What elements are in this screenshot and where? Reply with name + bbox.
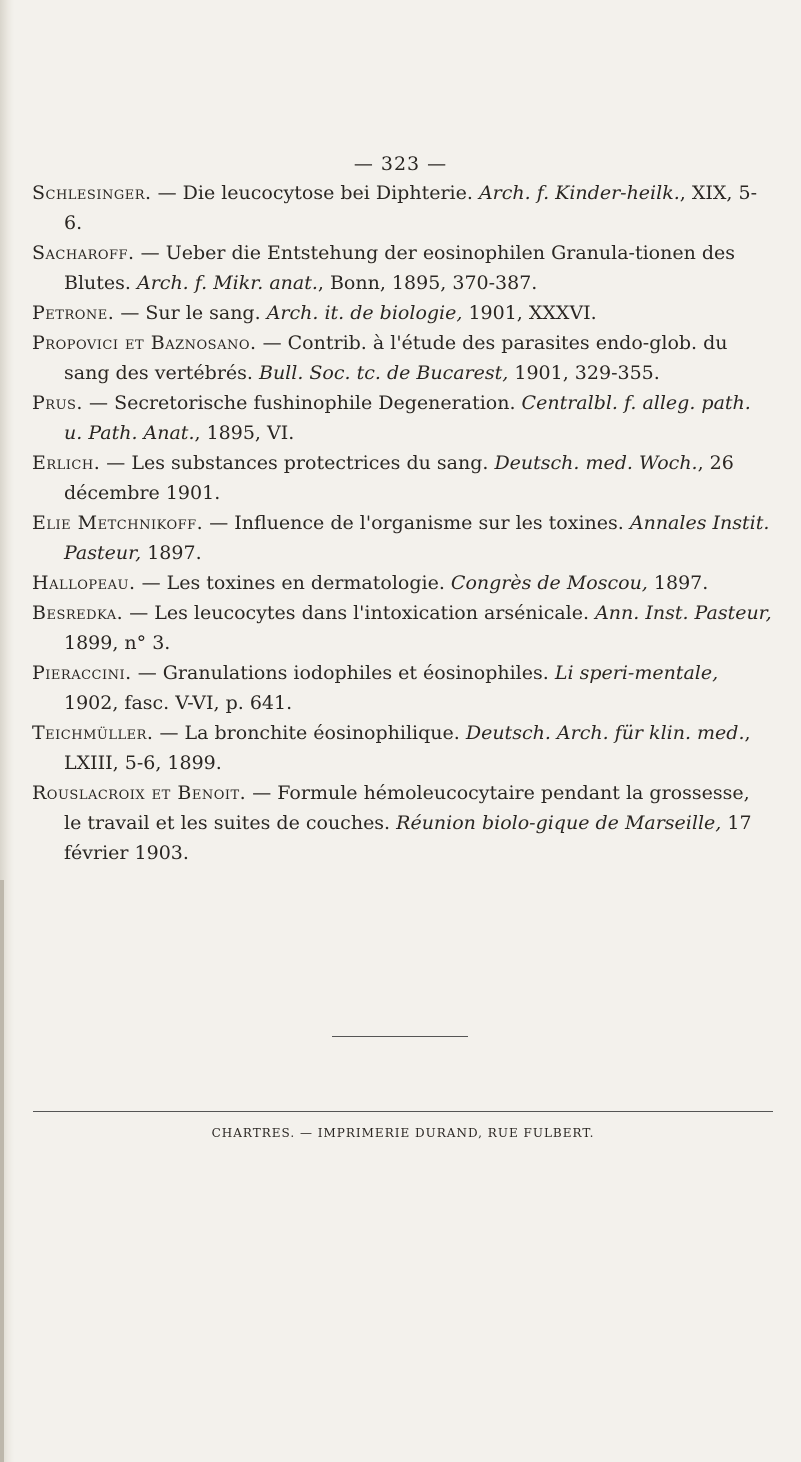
- reference-entry: [32, 448, 772, 508]
- references-list: [32, 178, 772, 868]
- reference-details: , 26 décembre 1901.: [64, 452, 734, 504]
- reference-journal: Bull. Soc. tc. de Bucarest,: [258, 362, 509, 384]
- reference-text: — La bronchite éosinophilique.: [159, 722, 466, 744]
- reference-details: , XIX, 5-6.: [64, 182, 757, 234]
- reference-journal: Annales Instit. Pasteur,: [64, 512, 770, 564]
- reference-author: Propovici et Baznosano.: [32, 332, 257, 354]
- reference-journal: Réunion biolo-gique de Marseille,: [396, 812, 722, 834]
- reference-entry: [32, 298, 772, 328]
- reference-entry: [32, 238, 772, 298]
- reference-journal: Arch. f. Mikr. anat.: [137, 272, 318, 294]
- reference-author: Sacharoff.: [32, 242, 135, 264]
- reference-details: , LXIII, 5-6, 1899.: [64, 722, 751, 774]
- page-edge-dark: [0, 880, 4, 1462]
- reference-journal: Arch. f. Kinder-heilk.: [478, 182, 680, 204]
- reference-details: 1897.: [647, 572, 709, 594]
- reference-entry: [32, 718, 772, 778]
- reference-text: — Les toxines en dermatologie.: [141, 572, 451, 594]
- reference-details: 1901, 329-355.: [508, 362, 660, 384]
- reference-text: — Granulations iodophiles et éosinophiles.: [137, 662, 555, 684]
- reference-text: — Contrib. à l'étude des parasites endo-glob. du sang des vertébrés.: [64, 332, 728, 384]
- reference-details: 1897.: [141, 542, 202, 564]
- reference-text: — Sur le sang.: [120, 302, 267, 324]
- reference-author: Rouslacroix et Benoit.: [32, 782, 247, 804]
- reference-entry: [32, 328, 772, 388]
- reference-author: Pieraccini.: [32, 662, 132, 684]
- reference-text: — Die leucocytose bei Diphterie.: [157, 182, 479, 204]
- reference-author: Prus.: [32, 392, 83, 414]
- reference-text: — Ueber die Entstehung der eosinophilen Granula-tionen des Blutes.: [64, 242, 736, 294]
- end-rule: [332, 1036, 468, 1037]
- reference-text: — Les substances protectrices du sang.: [106, 452, 495, 474]
- reference-entry: [32, 598, 772, 658]
- reference-details: 1902, fasc. V-VI, p. 641.: [64, 692, 293, 714]
- reference-author: Hallopeau.: [32, 572, 136, 594]
- reference-entry: [32, 508, 772, 568]
- reference-journal: Congrès de Moscou,: [450, 572, 648, 594]
- reference-details: 17 février 1903.: [64, 812, 752, 864]
- reference-entry: [32, 568, 772, 598]
- reference-entry: [32, 658, 772, 718]
- reference-details: 1901, XXXVI.: [462, 302, 597, 324]
- reference-details: , 1895, VI.: [194, 422, 295, 444]
- reference-text: — Secretorische fushinophile Degeneration.: [89, 392, 522, 414]
- reference-author: Erlich.: [32, 452, 101, 474]
- printer-imprint: CHARTRES. — IMPRIMERIE DURAND, RUE FULBERT.: [211, 1126, 595, 1140]
- reference-text: — Formule hémoleucocytaire pendant la grossesse, le travail et les suites de couches.: [64, 782, 750, 834]
- reference-details: 1899, n° 3.: [64, 632, 171, 654]
- reference-author: Teichmüller.: [32, 722, 154, 744]
- reference-journal: Li speri-mentale,: [554, 662, 719, 684]
- reference-entry: [32, 388, 772, 448]
- reference-details: , Bonn, 1895, 370-387.: [317, 272, 538, 294]
- reference-author: Besredka.: [32, 602, 124, 624]
- reference-journal: Arch. it. de biologie,: [266, 302, 463, 324]
- footer-rule: [33, 1111, 773, 1112]
- reference-text: — Les leucocytes dans l'intoxication arsénicale.: [129, 602, 596, 624]
- reference-entry: [32, 178, 772, 238]
- reference-journal: Deutsch. Arch. für klin. med.: [465, 722, 745, 744]
- reference-text: — Influence de l'organisme sur les toxines.: [209, 512, 630, 534]
- reference-entry: [32, 778, 772, 868]
- reference-journal: Ann. Inst. Pasteur,: [595, 602, 772, 624]
- reference-author: Elie Metchnikoff.: [32, 512, 204, 534]
- reference-journal: Centralbl. f. alleg. path. u. Path. Anat.: [64, 392, 751, 444]
- reference-journal: Deutsch. med. Woch.: [494, 452, 698, 474]
- reference-author: Schlesinger.: [32, 182, 152, 204]
- reference-author: Petrone.: [32, 302, 115, 324]
- page-number: — 323 —: [353, 153, 448, 175]
